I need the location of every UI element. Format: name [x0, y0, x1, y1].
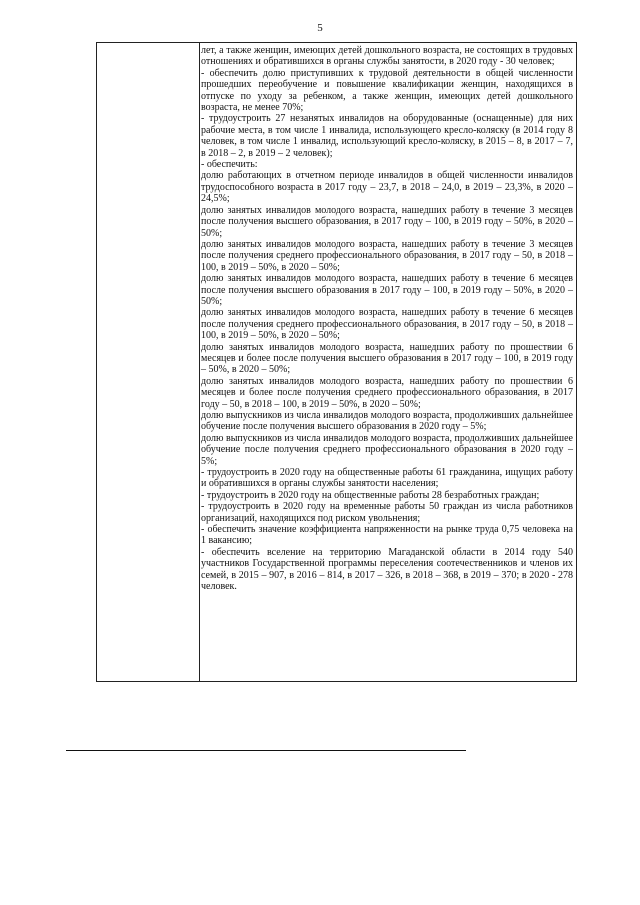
right-column-cell [201, 45, 573, 593]
paragraph: долю выпускников из числа инвалидов молодого возраста, продолживших дальнейшее обучение после получения высшего образования в 2020 году – 5%; [201, 410, 573, 433]
paragraph: - обеспечить значение коэффициента напряженности на рынке труда 0,75 человека на 1 вакансию; [201, 524, 573, 547]
paragraph: - обеспечить: [201, 159, 258, 171]
paragraph: долю занятых инвалидов молодого возраста, нашедших работу в течение 3 месяцев после получения высшего образования, в 2017 году – 100, в 2019 году – 50%, в 2020 – 50%; [201, 204, 573, 239]
paragraph: долю занятых инвалидов молодого возраста, нашедших работу по прошествии 6 месяцев и более после получения высшего образования в 2017 году – 100, в 2019 году – 50%, в 2020 – 50%; [201, 341, 573, 376]
paragraph: лет, а также женщин, имеющих детей дошкольного возраста, не состоящих в трудовых отношениях и обратившихся в органы службы занятости, в 2020 году - 30 человек; [201, 45, 573, 68]
paragraph: - трудоустроить в 2020 году на общественные работы 28 безработных граждан; [201, 489, 540, 501]
paragraph: долю занятых инвалидов молодого возраста, нашедших работу по прошествии 6 месяцев и более после получения среднего профессионального образования, в 2017 году – 50, в 2018 – 100, в 2019 – 50%, в 2020 – 50%; [201, 375, 573, 410]
document-table [96, 42, 577, 682]
paragraph: долю выпускников из числа инвалидов молодого возраста, продолживших дальнейшее обучение после получения среднего профессионального образования в 2020 году – 5%; [201, 432, 573, 467]
page-number: 5 [317, 22, 323, 34]
paragraph: - обеспечить долю приступивших к трудовой деятельности в общей численности прошедших переобучение и повышение квалификации женщин, находящихся в отпуске по уходу за ребенком, а также женщин, имеющих детей дошкольного возраста, не менее 70%; [201, 67, 573, 114]
paragraph: долю занятых инвалидов молодого возраста, нашедших работу в течение 3 месяцев после получения среднего профессионального образования, в 2017 году – 50, в 2018 – 100, в 2019 – 50%, в 2020 – 50%; [201, 238, 573, 273]
left-column-cell [97, 43, 200, 681]
paragraph: - обеспечить вселение на территорию Магаданской области в 2014 году 540 участников Государственной программы переселения соотечественников и членов их семей, в 2015 – 907, в 2016 – 814, в 2017 – 326, в 2018 – 368, в 2019 – 370; в 2020 - 278 человек. [201, 546, 573, 593]
paragraph: долю занятых инвалидов молодого возраста, нашедших работу в течение 6 месяцев после получения высшего образования в 2017 году – 100, в 2019 году – 50%, в 2020 – 50%; [201, 273, 573, 307]
paragraph: - трудоустроить в 2020 году на общественные работы 61 гражданина, ищущих работу и обратившихся в органы службы занятости населения; [201, 467, 573, 490]
paragraph: - трудоустроить 27 незанятых инвалидов на оборудованные (оснащенные) для них рабочие места, в том числе 1 инвалида, использующего кресло-коляску (в 2014 году 8 человек, в том числе 1 инвалид, использующий кресло-коляску, в 2015 – 8, в 2017 – 7, в 2018 – 2, в 2019 – 2 человек); [201, 113, 573, 159]
footer-divider [66, 750, 466, 751]
paragraph: долю работающих в отчетном периоде инвалидов в общей численности инвалидов трудоспособного возраста в 2017 году – 23,7, в 2018 – 24,0, в 2019 – 23,3%, в 2020 – 24,5%; [201, 170, 573, 205]
paragraph: - трудоустроить в 2020 году на временные работы 50 граждан из числа работников организаций, находящихся под риском увольнения; [201, 501, 573, 524]
paragraph: долю занятых инвалидов молодого возраста, нашедших работу в течение 6 месяцев после получения среднего профессионального образования, в 2017 году – 50, в 2018 – 100, в 2019 – 50%, в 2020 – 50%; [201, 307, 573, 342]
